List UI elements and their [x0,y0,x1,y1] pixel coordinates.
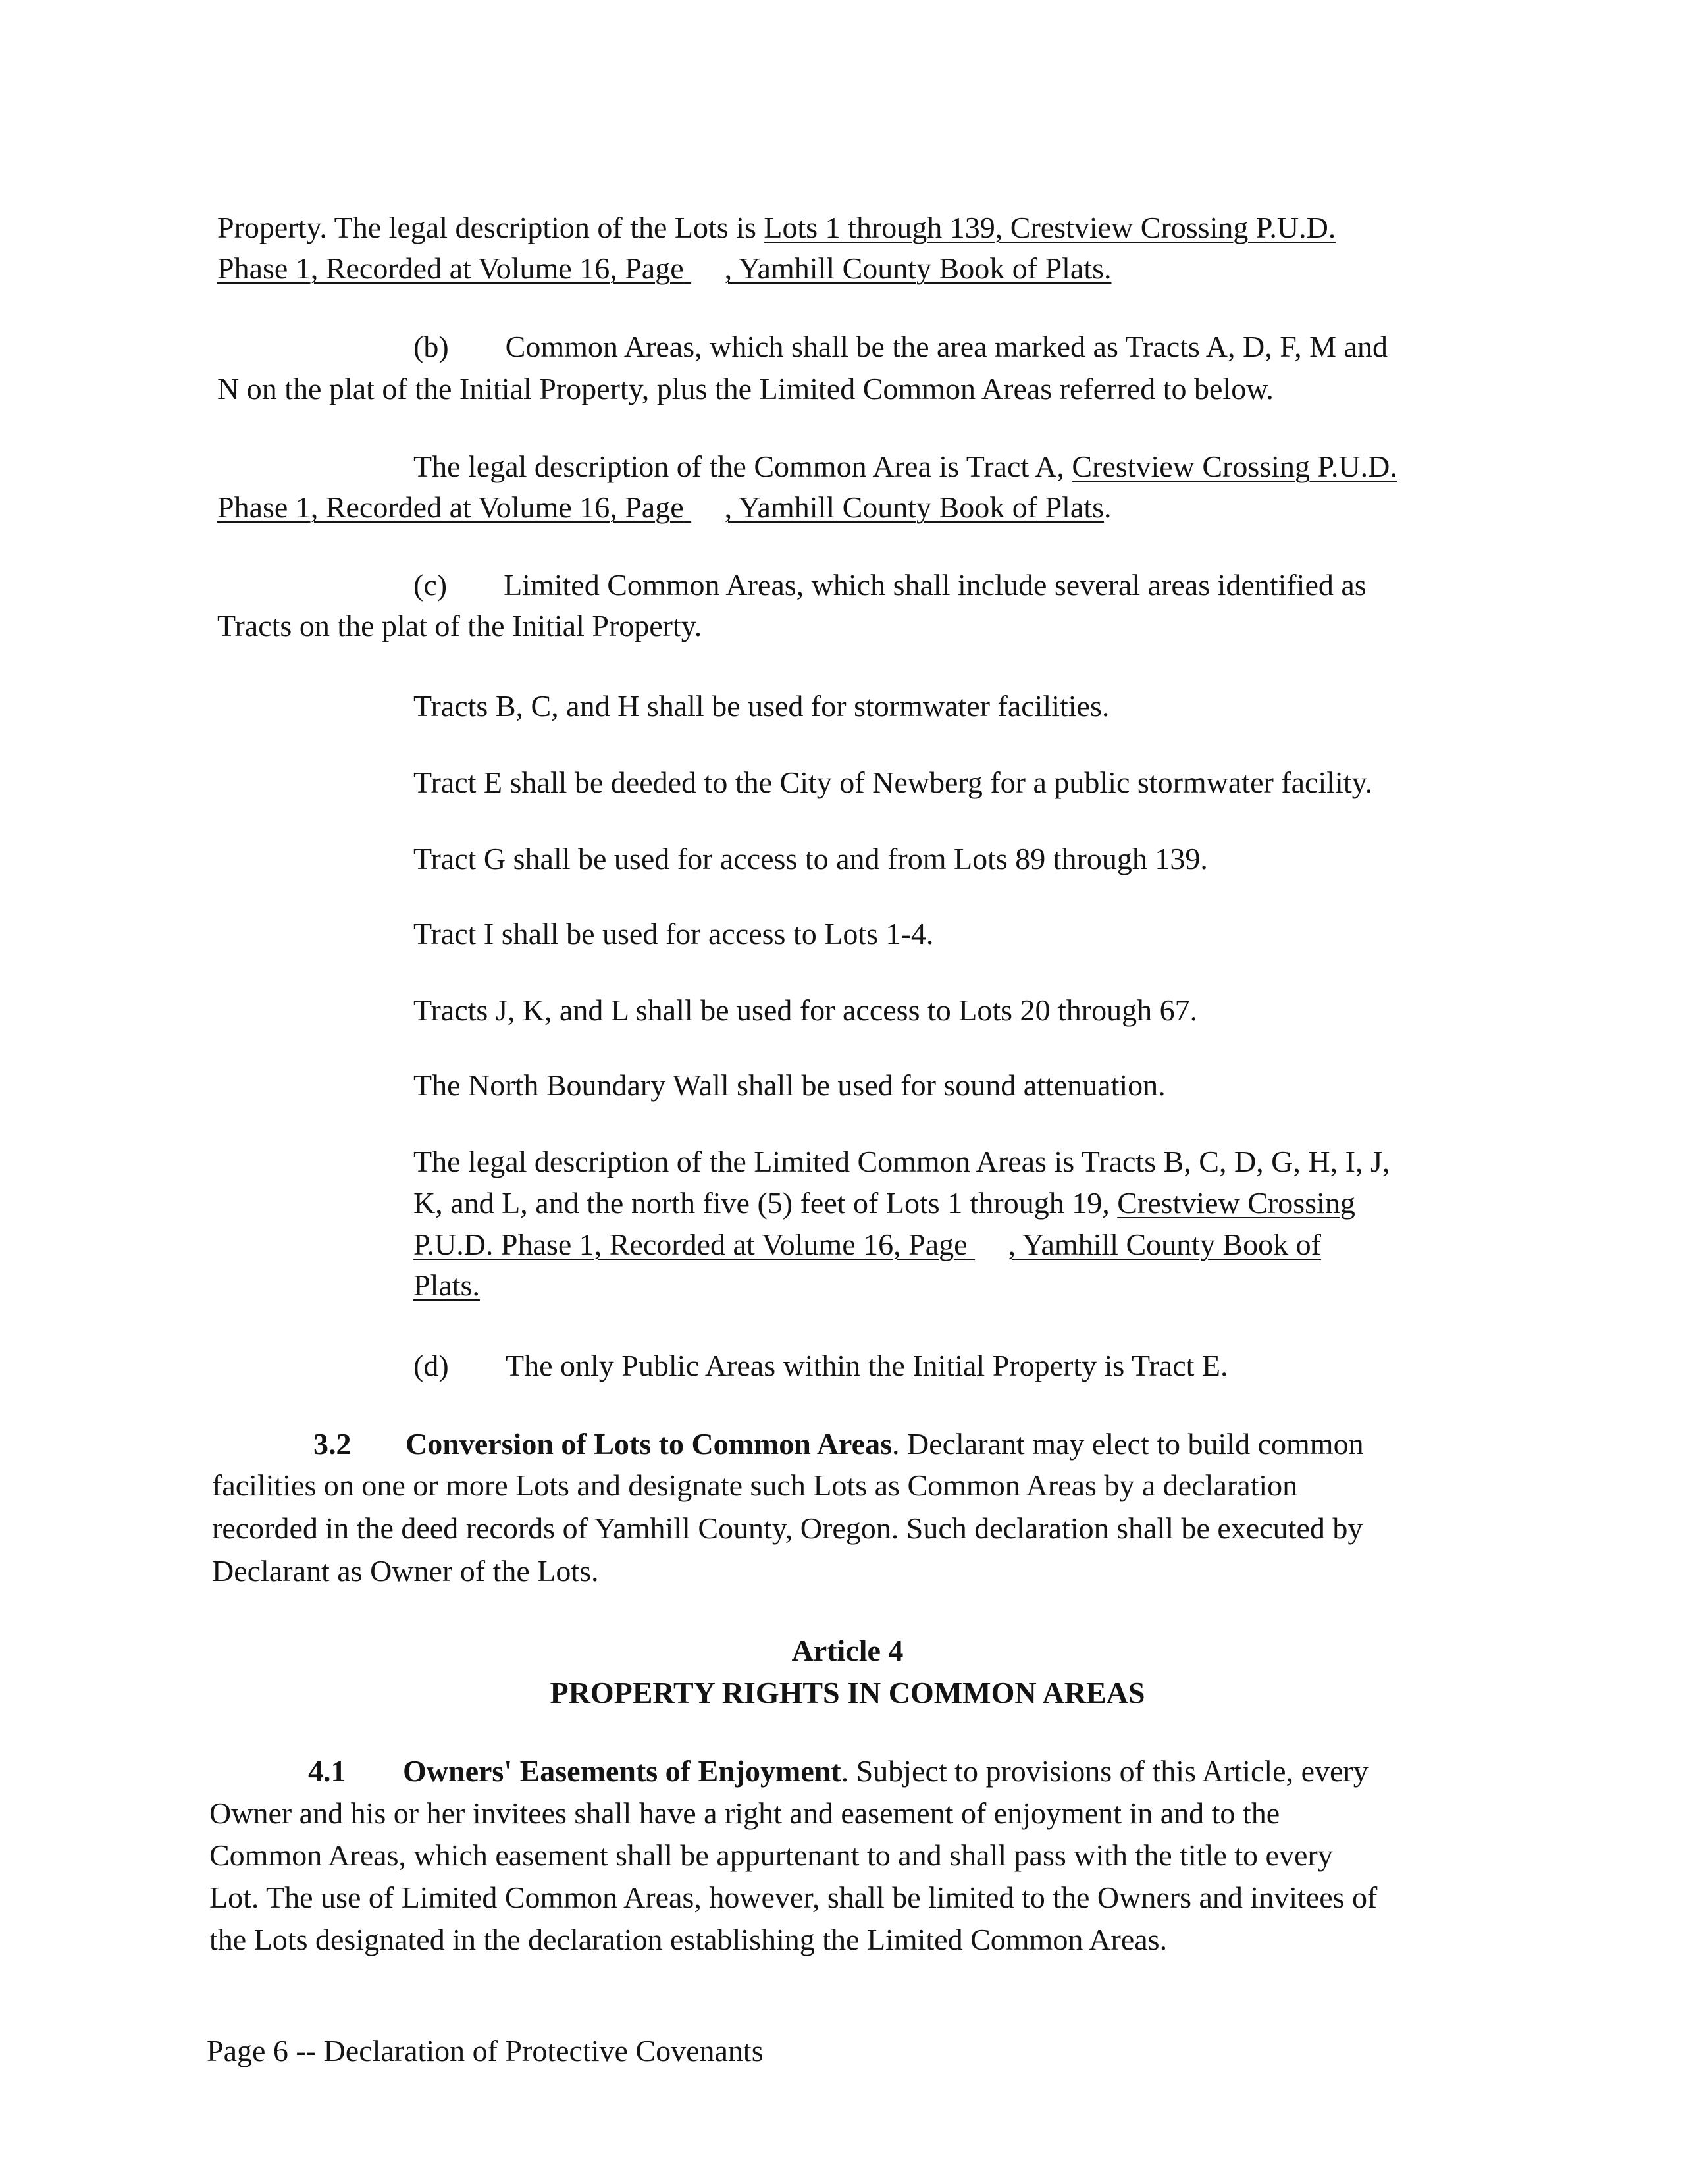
limited-legal-link-4: Plats. [413,1268,480,1302]
limited-legal-link-3a: P.U.D. Phase 1, Recorded at Volume 16, Page [413,1228,968,1261]
section-4-1-line-5 [209,1919,1167,1960]
section-4-1-text-3: Common Areas, which easement shall be appurtenant to and shall pass with the title to every [209,1838,1333,1872]
page-footer: Page 6 -- Declaration of Protective Covenants [207,2034,764,2067]
section-3-2-number: 3.2 [313,1427,352,1461]
para-a-line-1 [217,207,1336,248]
para-b-line-1 [413,326,1388,367]
para-c-text-1: Limited Common Areas, which shall include several areas identified as [504,568,1367,602]
section-4-1-line-4 [209,1877,1377,1918]
para-b-legal-line-2 [217,487,1112,528]
section-4-1-number: 4.1 [308,1754,346,1788]
section-4-1-text-2: Owner and his or her invitees shall have a right and easement of enjoyment in and to the [209,1796,1280,1830]
para-b-legal-link: Crestview Crossing P.U.D. [1072,450,1397,483]
para-b-label: (b) [413,330,449,363]
tract-item: Tract I shall be used for access to Lots 1-4. [413,917,934,950]
section-3-2-heading: Conversion of Lots to Common Areas [405,1427,892,1461]
tract-item: Tracts B, C, and H shall be used for stormwater facilities. [413,689,1110,723]
section-3-2-line-3 [212,1508,1363,1549]
para-a-line-2 [217,248,1112,289]
limited-legal-line-2 [413,1183,1355,1224]
section-4-1-line-3 [209,1835,1333,1876]
limited-legal-line-3 [413,1224,1321,1265]
limited-legal-link-3b: , Yamhill County Book of [1008,1228,1321,1261]
section-3-2-line-1 [313,1424,1364,1465]
para-b-text-1: Common Areas, which shall be the area marked as Tracts A, D, F, M and [505,330,1388,363]
page-blank [684,248,725,289]
page-blank [684,487,725,528]
limited-legal-line-4 [413,1265,480,1306]
limited-legal-text-2: K, and L, and the north five (5) feet of Lots 1 through 19, [413,1186,1118,1220]
para-a-legal-link-2a: Phase 1, Recorded at Volume 16, Page [217,251,684,285]
page-blank [968,1224,1008,1265]
para-d-text: The only Public Areas within the Initial Property is Tract E. [506,1349,1228,1382]
para-d-label: (d) [413,1349,449,1382]
para-a-text: Property. The legal description of the Lots is [217,211,764,244]
section-3-2-line-4 [212,1551,599,1592]
section-3-2-text-2: facilities on one or more Lots and designate such Lots as Common Areas by a declaration [212,1469,1298,1502]
section-4-1-line-1 [308,1751,1369,1792]
para-c-line-2 [217,606,702,646]
tract-item: Tracts J, K, and L shall be used for access to Lots 20 through 67. [413,993,1198,1027]
tract-item: The North Boundary Wall shall be used for sound attenuation. [413,1068,1166,1102]
section-3-2-line-2 [212,1465,1297,1506]
para-b-line-2 [217,369,1274,409]
para-b-text-2: N on the plat of the Initial Property, plus the Limited Common Areas referred to below. [217,372,1274,405]
section-3-2-text-3: recorded in the deed records of Yamhill County, Oregon. Such declaration shall be executed by [212,1511,1363,1545]
tract-item: Tract E shall be deeded to the City of Newberg for a public stormwater facility. [413,766,1373,799]
section-3-2-text-4: Declarant as Owner of the Lots. [212,1554,599,1588]
section-4-1-heading: Owners' Easements of Enjoyment [403,1754,841,1788]
para-d-line [413,1345,1228,1386]
limited-legal-line-1 [413,1141,1390,1182]
para-b-legal-link-2a: Phase 1, Recorded at Volume 16, Page [217,490,684,524]
section-4-1-text-4: Lot. The use of Limited Common Areas, however, shall be limited to the Owners and invitees of [209,1881,1378,1914]
para-c-text-2: Tracts on the plat of the Initial Property. [217,609,702,642]
para-a-legal-link: Lots 1 through 139, Crestview Crossing P.U.D. [764,211,1336,244]
para-c-line-1 [413,565,1367,606]
section-4-1-text-1: . Subject to provisions of this Article, every [841,1754,1369,1788]
section-3-2-text-1: . Declarant may elect to build common [891,1427,1364,1461]
section-4-1-text-5: the Lots designated in the declaration establishing the Limited Common Areas. [209,1923,1168,1956]
para-b-legal-link-2b: , Yamhill County Book of Plats [724,490,1104,524]
article-number: Article 4 [791,1634,904,1667]
tract-item: Tract G shall be used for access to and from Lots 89 through 139. [413,842,1208,875]
section-4-1-line-2 [209,1793,1280,1834]
para-b-legal-line-1 [413,446,1397,487]
para-a-legal-link-2b: , Yamhill County Book of Plats. [724,251,1112,285]
limited-legal-text-1: The legal description of the Limited Common Areas is Tracts B, C, D, G, H, I, J, [413,1145,1390,1178]
article-title: PROPERTY RIGHTS IN COMMON AREAS [550,1676,1145,1709]
limited-legal-link: Crestview Crossing [1117,1186,1355,1220]
para-c-label: (c) [413,568,448,602]
para-b-legal-end: . [1104,490,1112,524]
para-b-legal-text: The legal description of the Common Area is Tract A, [413,450,1072,483]
